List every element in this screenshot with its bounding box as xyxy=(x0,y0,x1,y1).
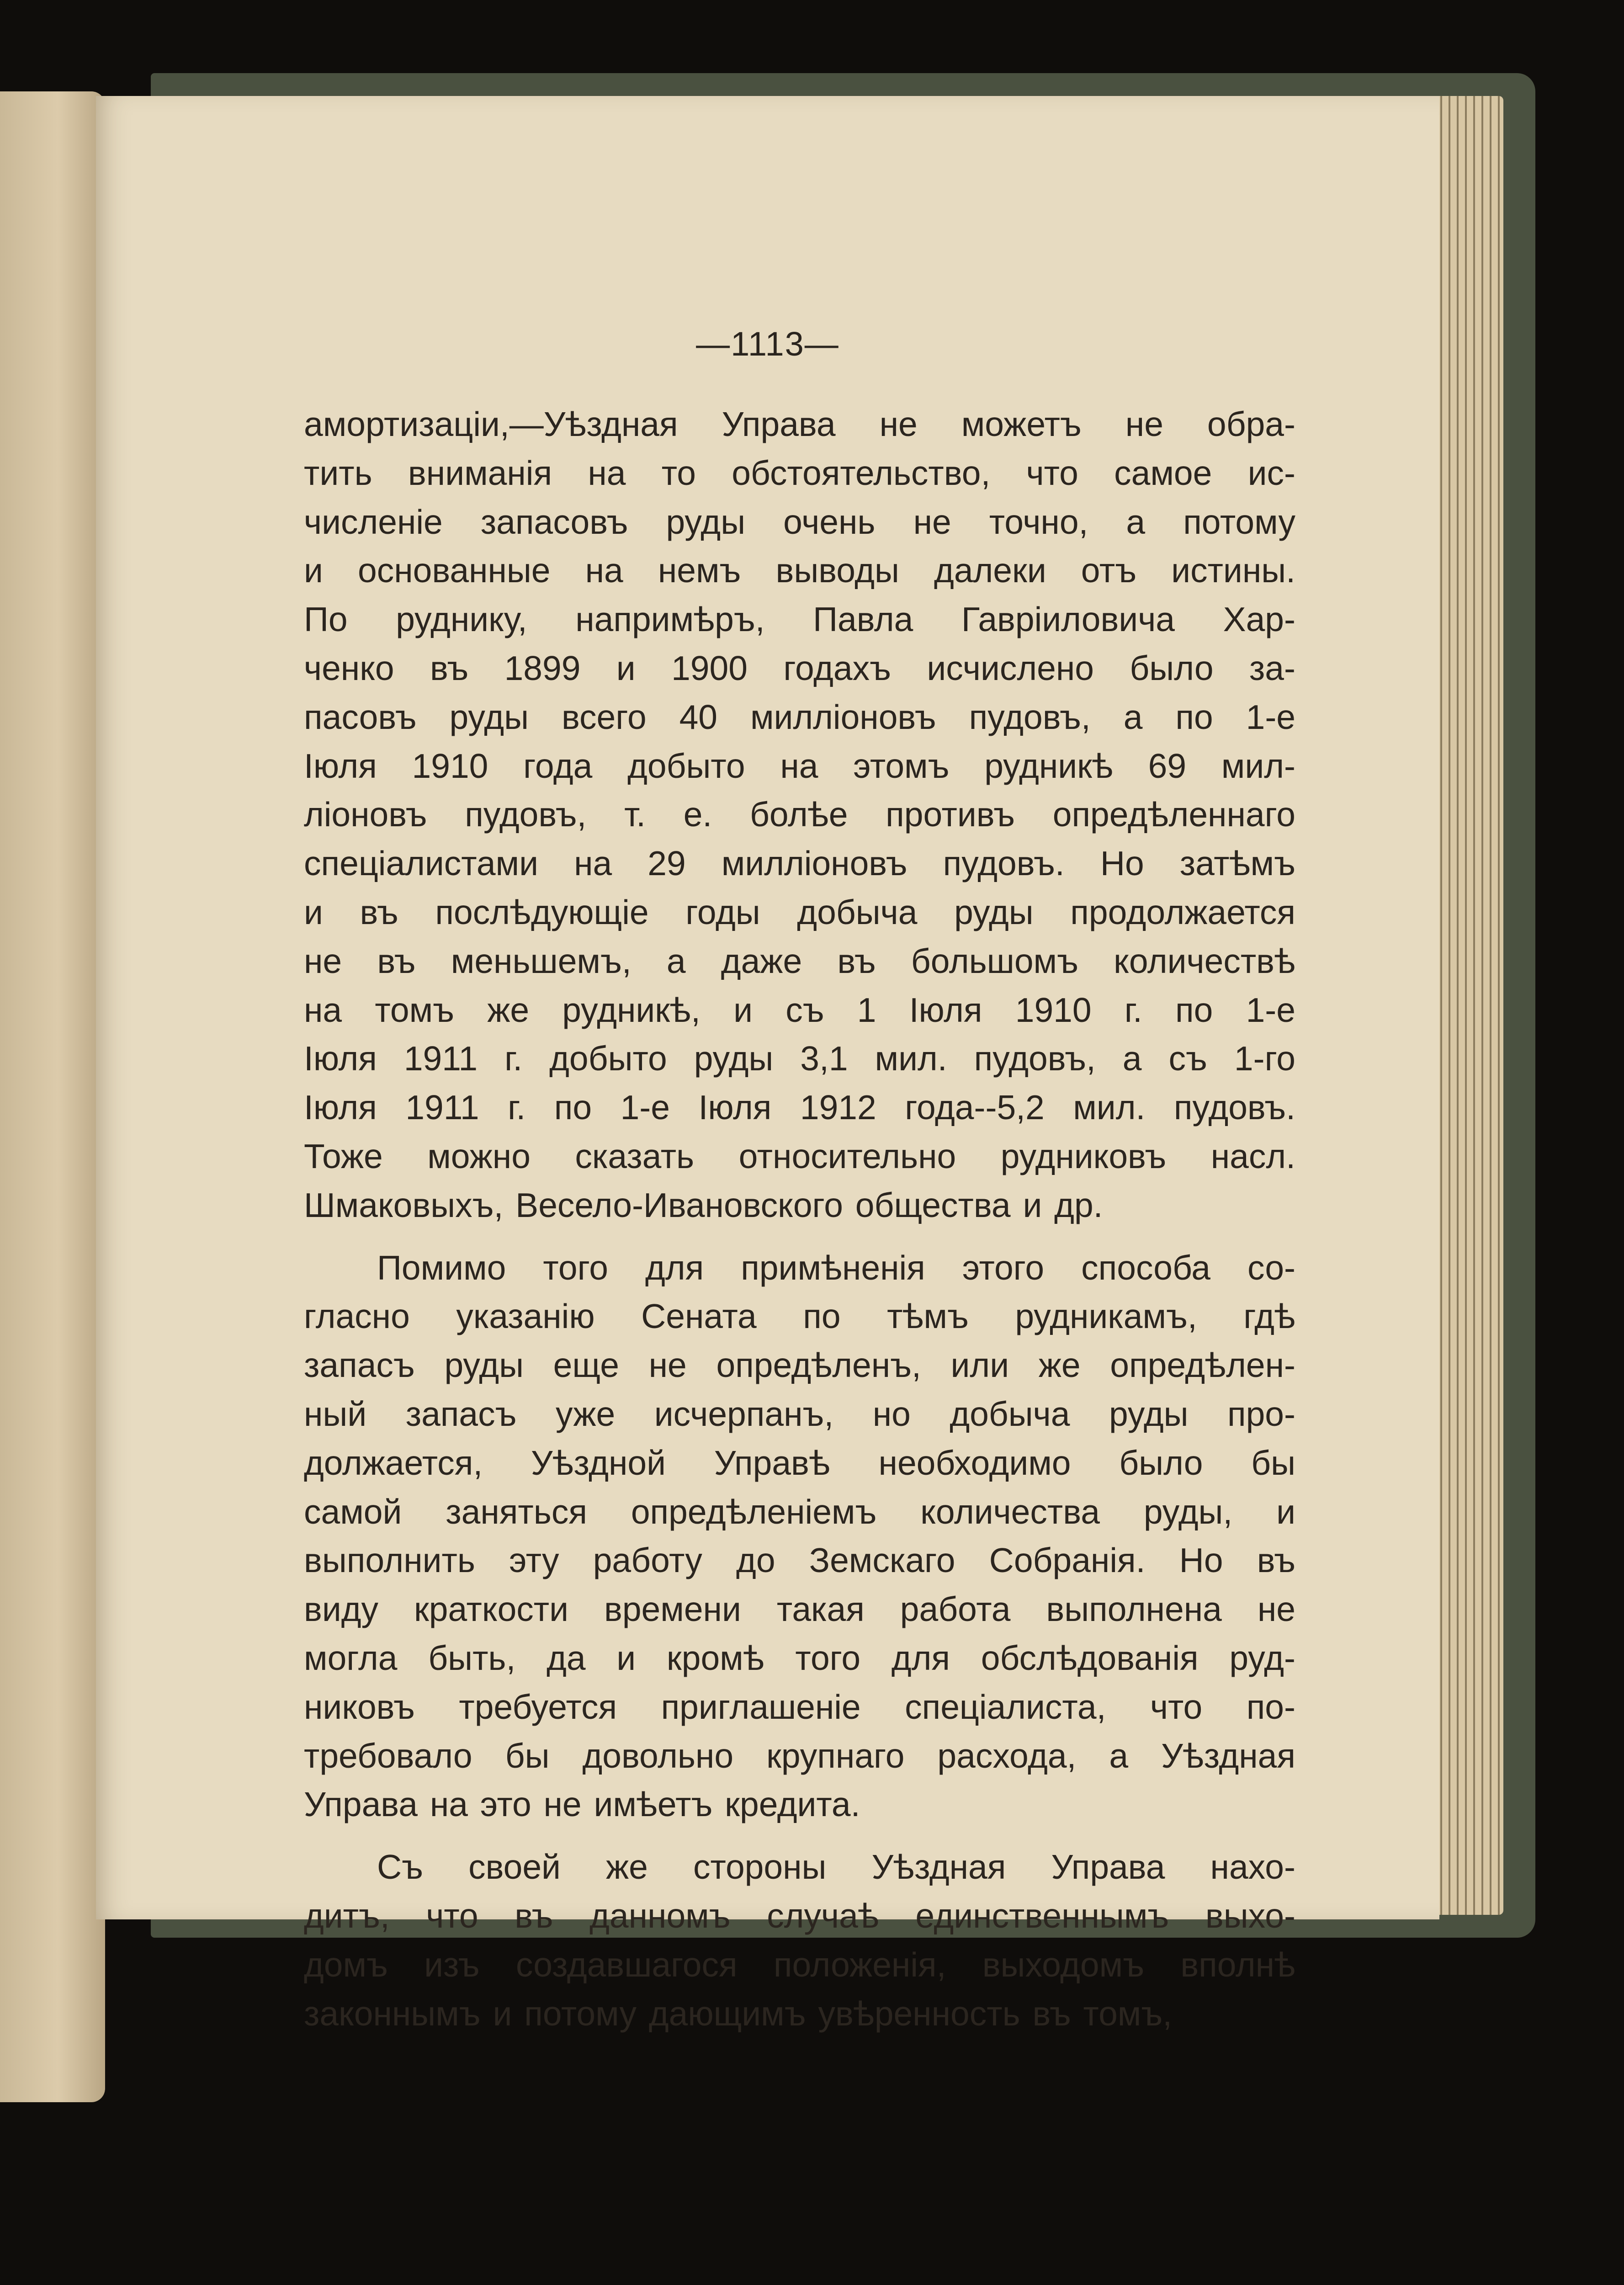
text-line: ный запасъ уже исчерпанъ, но добыча руды про- xyxy=(304,1394,1295,1433)
text-line: амортизаціи,—Уѣздная Управа не можетъ не обра- xyxy=(304,405,1295,443)
text-line: Помимо того для примѣненія этого способа со- xyxy=(377,1248,1295,1287)
text-line: законнымъ и потому дающимъ увѣренность въ томъ, xyxy=(304,1994,1173,2033)
text-line: численіе запасовъ руды очень не точно, а потому xyxy=(304,502,1295,541)
text-line: ліоновъ пудовъ, т. е. болѣе противъ опредѣленнаго xyxy=(304,795,1295,834)
text-line: Съ своей же стороны Уѣздная Управа нахо- xyxy=(377,1848,1295,1886)
text-line: пасовъ руды всего 40 милліоновъ пудовъ, а по 1-е xyxy=(304,697,1295,736)
paragraph-gap xyxy=(304,1829,1295,1843)
text-line: Іюля 1911 г. добыто руды 3,1 мил. пудовъ, а съ 1-го xyxy=(304,1039,1295,1078)
paragraph-gap xyxy=(304,1230,1295,1243)
text-line: запасъ руды еще не опредѣленъ, или же опредѣлен- xyxy=(304,1346,1295,1385)
text-line: Шмаковыхъ, Весело-Ивановского общества и др. xyxy=(304,1185,1103,1224)
text-line: никовъ требуется приглашеніе спеціалиста, что по- xyxy=(304,1687,1295,1726)
text-line: По руднику, напримѣръ, Павла Гавріиловича Хар- xyxy=(304,600,1295,639)
text-line: Іюля 1910 года добыто на этомъ рудникѣ 69 мил- xyxy=(304,746,1295,785)
text-line: могла быть, да и кромѣ того для обслѣдованія руд- xyxy=(304,1638,1295,1677)
text-line: Тоже можно сказать относительно рудниковъ насл. xyxy=(304,1137,1295,1175)
text-line: ченко въ 1899 и 1900 годахъ исчислено было за- xyxy=(304,648,1295,687)
body-text xyxy=(304,400,1295,2038)
text-line: дитъ, что въ данномъ случаѣ единственнымъ выхо- xyxy=(304,1896,1295,1935)
text-line: домъ изъ создавшагося положенія, выходомъ вполнѣ xyxy=(304,1945,1295,1984)
text-line: Іюля 1911 г. по 1-е Іюля 1912 года--5,2 мил. пудовъ. xyxy=(304,1088,1295,1127)
text-line: на томъ же рудникѣ, и съ 1 Іюля 1910 г. по 1-е xyxy=(304,990,1295,1029)
text-line: гласно указанію Сената по тѣмъ рудникамъ, гдѣ xyxy=(304,1297,1295,1336)
text-line: и въ послѣдующіе годы добыча руды продолжается xyxy=(304,893,1295,931)
text-line: тить вниманія на то обстоятельство, что самое ис- xyxy=(304,453,1295,492)
text-line: спеціалистами на 29 милліоновъ пудовъ. Но затѣмъ xyxy=(304,844,1295,883)
text-line: выполнить эту работу до Земскаго Собранія. Но въ xyxy=(304,1541,1295,1580)
book-page xyxy=(96,96,1439,2033)
text-line: и основанные на немъ выводы далеки отъ истины. xyxy=(304,551,1295,590)
previous-page-edge xyxy=(0,91,105,2102)
paragraph xyxy=(304,1843,1295,2038)
page-number: —1113— xyxy=(696,325,839,363)
text-line: Управа на это не имѣетъ кредита. xyxy=(304,1785,860,1824)
text-line: виду краткости времени такая работа выполнена не xyxy=(304,1590,1295,1629)
paragraph xyxy=(304,1243,1295,1829)
text-line: самой заняться опредѣленіемъ количества руды, и xyxy=(304,1492,1295,1531)
text-line: не въ меньшемъ, а даже въ большомъ количествѣ xyxy=(304,941,1295,980)
text-line: требовало бы довольно крупнаго расхода, а Уѣздная xyxy=(304,1736,1295,1775)
paragraph xyxy=(304,400,1295,1230)
text-line: должается, Уѣздной Управѣ необходимо было бы xyxy=(304,1443,1295,1482)
